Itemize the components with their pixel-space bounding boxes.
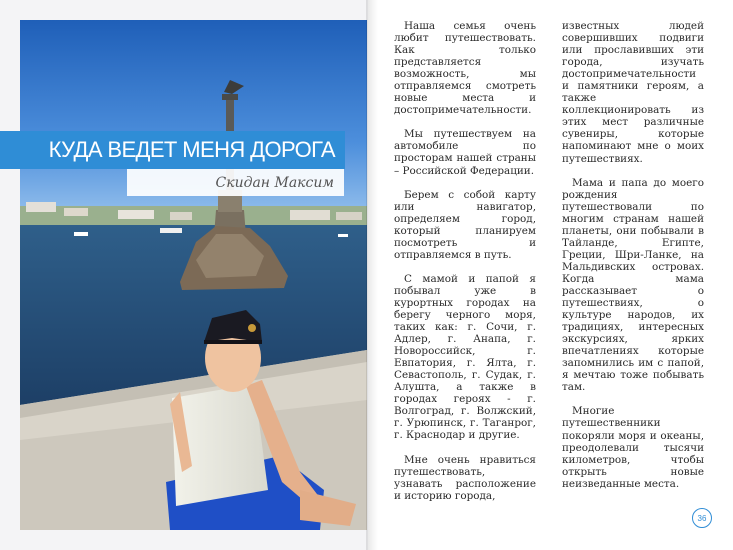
title-band: [0, 131, 345, 169]
sevastopol-monument-photo: [20, 20, 367, 530]
page-spine: [366, 0, 378, 550]
paragraph: известных людей совершивших подвиги или прославивших эти города, изучать достопримечательности и памятники героям, а также коллекционировать из этих мест различные сувениры, которые напоминают мне о моих путешествиях.: [562, 20, 704, 165]
paragraph: Наша семья очень любит путешествовать. Как только представляется возможность, мы отправляемся смотреть новые места и достопримечательности.: [394, 20, 536, 117]
paragraph: Мама и папа до моего рождения путешествовали по многим странам нашей планеты, они побывали в Тайланде, Египте, Греции, Шри-Ланке, на Мальдивских островах. Когда мама рассказывает о путешествиях, о культуре народов, их традициях, интересных экскурсиях, ярких впечатлениях которые запомнились им с папой, я мечтаю тоже побывать там.: [562, 176, 704, 394]
paragraph: Берем с собой карту или навигатор, определяем город, который планируем посмотреть и отправляемся в путь.: [394, 188, 536, 261]
author-band: [127, 169, 344, 196]
page-title: КУДА ВЕДЕТ МЕНЯ ДОРОГА: [48, 137, 335, 162]
paragraph: Мы путешествуем на автомобиле по просторам нашей страны – Российской Федерации.: [394, 128, 536, 177]
page-number: 36: [692, 508, 712, 528]
text-column-1: [394, 20, 536, 514]
paragraph: С мамой и папой я побывал уже в курортных городах на берегу черного моря, таких как: г. Сочи, г. Адлер, г. Анапа, г. Новороссийск, г. Евпатория, г. Ялта, г. Севастополь, г. Судак, г. Алушта, а также в городах героях - г. Волгоград, г. Волжский, г. Урюпинск, г. Таганрог, г. Краснодар и другие.: [394, 272, 536, 442]
paragraph: Мне очень нравиться путешествовать, узнавать расположение и историю города,: [394, 453, 536, 502]
text-column-2: [562, 20, 704, 502]
paragraph: Многие путешественники покоряли моря и океаны, преодолевали тысячи километров, чтобы открыть новые неизведанные места.: [562, 405, 704, 490]
author-name: Скидан Максим: [215, 174, 334, 191]
